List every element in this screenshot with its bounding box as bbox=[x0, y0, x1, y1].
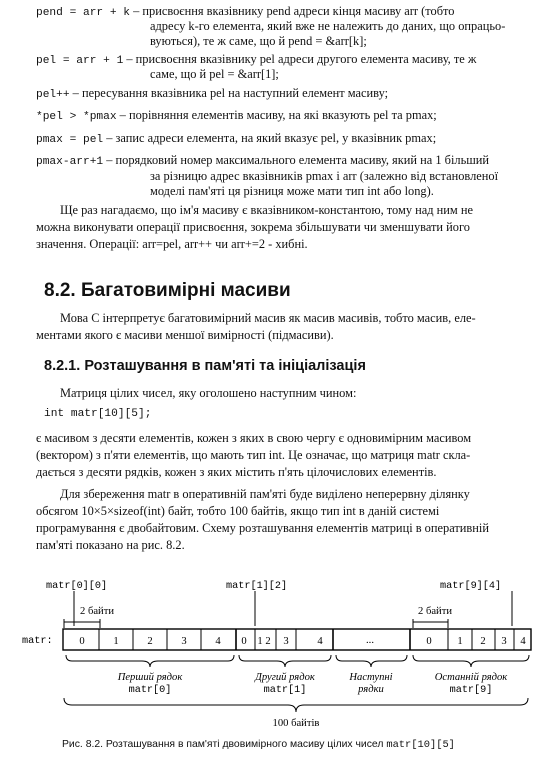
def-4-term: pmax = pel bbox=[36, 134, 104, 146]
cell-0-0: 0 bbox=[79, 636, 85, 647]
def-5-sep: – bbox=[103, 153, 116, 167]
para5-line-1: обсягом 10×5×sizeof(int) байт, тобто 100 байтів, якщо тип int в даній системі bbox=[36, 504, 440, 518]
group-2-name: Наступні bbox=[349, 672, 393, 683]
para4-line-1: (вектором) з п'яти елементів, що мають тип int. Це означає, що матриця matr скла- bbox=[36, 448, 471, 462]
def-2-term: pel++ bbox=[36, 89, 70, 101]
total-brace bbox=[64, 698, 528, 712]
def-0-sep: – bbox=[130, 4, 143, 18]
para3: Матриця цілих чисел, яку оголошено наступним чином: bbox=[60, 386, 357, 400]
def-0-term: pend = arr + k bbox=[36, 7, 130, 19]
row9-cells bbox=[426, 629, 526, 650]
label-matr00: matr[0][0] bbox=[46, 581, 108, 592]
cell-9-1: 1 bbox=[457, 636, 463, 647]
def-3-text: порівняння елементів масиву, на які вказують pel та pmax; bbox=[128, 108, 437, 122]
section-heading bbox=[44, 280, 291, 302]
def-2 bbox=[36, 86, 388, 103]
def-5-term: pmax-arr+1 bbox=[36, 156, 104, 168]
group-0-name: Перший рядок bbox=[117, 672, 183, 683]
array-label: matr: bbox=[22, 636, 53, 647]
total-label: 100 байтів bbox=[272, 718, 320, 729]
group-3-name: Останній рядок bbox=[434, 672, 508, 683]
group-3-code: matr[9] bbox=[449, 685, 493, 696]
cell-9-4: 4 bbox=[520, 636, 526, 647]
def-1-sep: – bbox=[123, 52, 136, 66]
section-number: 8.2. bbox=[44, 280, 76, 301]
row1-cells bbox=[241, 629, 333, 650]
def-5-text: порядковий номер максимального елемента масиву, який на 1 більший bbox=[115, 153, 490, 167]
caption-code: matr[10][5] bbox=[386, 739, 455, 751]
def-5-cont-0: за різницю адрес вказівників pmax і arr (залежно від встановленої bbox=[150, 169, 499, 183]
bytes-label-right: 2 байти bbox=[418, 606, 453, 617]
group-braces bbox=[66, 655, 529, 667]
def-3-term: *pel > *pmax bbox=[36, 111, 117, 123]
para2-line-0: Мова C інтерпретує багатовимірний масив як масив масивів, тобто масив, еле- bbox=[60, 311, 476, 325]
def-5 bbox=[36, 153, 489, 170]
cell-9-2: 2 bbox=[480, 636, 486, 647]
def-4-text: запис адреси елемента, на який вказує pel, у вказівник pmax; bbox=[115, 131, 437, 145]
para1-line-0: Ще раз нагадаємо, що ім'я масиву є вказівником-константою, тому над ним не bbox=[60, 203, 473, 217]
cell-0-2: 2 bbox=[147, 636, 153, 647]
def-4 bbox=[36, 131, 436, 148]
para4-line-0: є масивом з десяти елементів, кожен з яких в свою чергу є одновимірним масивом bbox=[36, 431, 472, 445]
para1-line-2: значення. Операції: arr=pel, arr++ чи arr+=2 - хибні. bbox=[36, 237, 308, 251]
cell-1-0: 0 bbox=[241, 636, 247, 647]
def-0-cont-0: адресу k-го елемента, який вже не належить до даних, що опрацьо- bbox=[150, 19, 506, 33]
code-declaration: int matr[10][5]; bbox=[44, 408, 152, 420]
row0-cells bbox=[79, 629, 236, 650]
para5-line-3: пам'яті показано на рис. 8.2. bbox=[36, 538, 185, 552]
label-matr94: matr[9][4] bbox=[440, 581, 502, 592]
def-0-text: присвоєння вказівнику pend адреси кінця масиву arr (тобто bbox=[142, 4, 455, 18]
subsection-title: Розташування в пам'яті та ініціалізація bbox=[84, 358, 366, 374]
cell-9-0: 0 bbox=[426, 636, 432, 647]
para2-line-1: ментами якого є масиви меншої вимірності (підмасиви). bbox=[36, 328, 334, 342]
para1-line-1: можна виконувати операції присвоєння, зокрема збільшувати чи зменшувати його bbox=[36, 220, 470, 234]
def-4-sep: – bbox=[103, 131, 116, 145]
bytes-label-left: 2 байти bbox=[80, 606, 115, 617]
cell-1-1: 1 bbox=[257, 636, 263, 647]
figure-caption bbox=[62, 739, 455, 751]
cell-1-4: 4 bbox=[317, 636, 323, 647]
group-1-name: Другий рядок bbox=[255, 672, 315, 683]
def-2-sep: – bbox=[69, 86, 82, 100]
def-5-cont-1: моделі пам'яті ця різниця може мати тип int або long). bbox=[150, 184, 434, 198]
cell-1-3: 3 bbox=[283, 636, 289, 647]
label-matr12: matr[1][2] bbox=[226, 581, 288, 592]
def-1-term: pel = arr + 1 bbox=[36, 55, 124, 67]
def-1-cont-0: саме, що й pel = &arr[1]; bbox=[150, 67, 279, 81]
def-1-text: присвоєння вказівнику pel адреси другого елемента масиву, те ж bbox=[135, 52, 477, 66]
def-3 bbox=[36, 108, 437, 125]
cell-0-3: 3 bbox=[181, 636, 187, 647]
memory-diagram bbox=[0, 570, 544, 736]
def-2-text: пересування вказівника pel на наступний елемент масиву; bbox=[81, 86, 389, 100]
subsection-heading bbox=[44, 358, 366, 374]
caption-text: Рис. 8.2. Розташування в пам'яті двовимірного масиву цілих чисел bbox=[62, 739, 384, 750]
para4-line-2: дається з десяти рядків, кожен з яких містить п'ять цілочислових елементів. bbox=[36, 465, 437, 479]
cell-0-1: 1 bbox=[113, 636, 119, 647]
cell-9-3: 3 bbox=[501, 636, 507, 647]
cell-1-2: 2 bbox=[265, 636, 271, 647]
para5-line-2: програмування є двобайтовим. Схему розташування елементів матриці в оперативній bbox=[36, 521, 489, 535]
group-0-code: matr[0] bbox=[128, 685, 172, 696]
group-2-code: рядки bbox=[358, 684, 384, 695]
cell-0-4: 4 bbox=[215, 636, 221, 647]
section-title: Багатовимірні масиви bbox=[80, 280, 291, 301]
def-3-sep: – bbox=[116, 108, 129, 122]
para5-line-0: Для збереження matr в оперативній пам'яті буде виділено неперервну ділянку bbox=[60, 487, 470, 501]
ellipsis: ... bbox=[366, 635, 374, 646]
def-0-cont-1: вуються), те ж саме, що й pend = &arr[k]; bbox=[150, 34, 367, 48]
group-1-code: matr[1] bbox=[263, 685, 307, 696]
subsection-number: 8.2.1. bbox=[44, 358, 81, 374]
